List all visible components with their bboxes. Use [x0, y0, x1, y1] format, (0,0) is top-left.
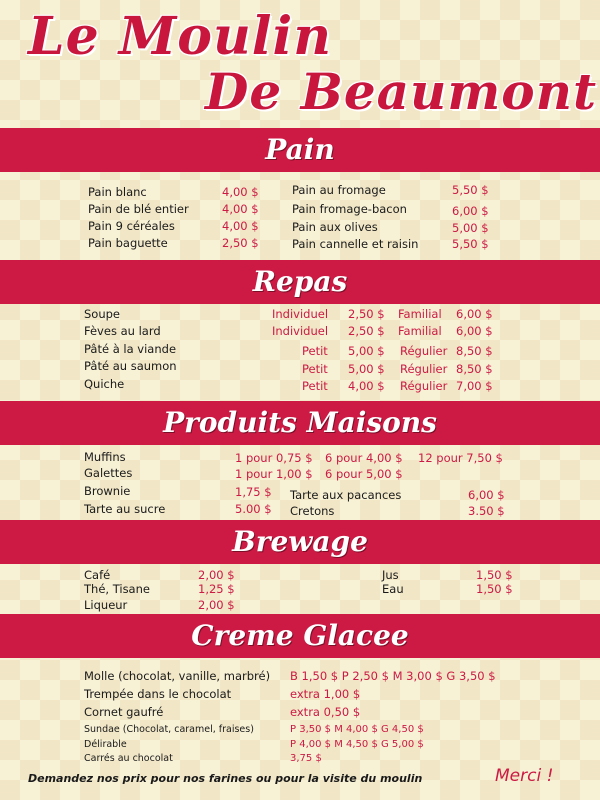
footer-note: Demandez nos prix pour nos farines ou pour la visite du moulin [28, 772, 423, 785]
menu-item: Pain au fromage [292, 183, 386, 197]
menu-price: 6 pour 4,00 $ [325, 451, 403, 465]
menu-price: 1,25 $ [198, 582, 235, 596]
menu-item: Muffins [84, 450, 126, 464]
menu-price: 2,50 $ [348, 324, 385, 338]
menu-price: 5,00 $ [348, 344, 385, 358]
menu-price: P 3,50 $ M 4,00 $ G 4,50 $ [290, 724, 424, 735]
menu-item: Liqueur [84, 598, 128, 612]
menu-item: Délirable [84, 739, 127, 750]
menu-size: Régulier [400, 362, 448, 376]
menu-price: P 4,00 $ M 4,50 $ G 5,00 $ [290, 739, 424, 750]
menu-size: Familial [398, 307, 442, 321]
menu-price: 4,00 $ [222, 185, 259, 199]
title-line-1: Le Moulin [28, 6, 333, 67]
menu-price: 3,75 $ [290, 753, 322, 764]
menu-price: 5,00 $ [452, 221, 489, 235]
menu-item: Tarte au sucre [84, 502, 166, 516]
section-band-repas [0, 260, 600, 304]
menu-price: 5,00 $ [348, 362, 385, 376]
menu-item: Thé, Tisane [84, 582, 150, 596]
menu-size: Petit [302, 344, 328, 358]
menu-price: 4,00 $ [222, 202, 259, 216]
menu-item: Pain fromage-bacon [292, 202, 407, 216]
menu-item: Jus [382, 568, 399, 582]
menu-price: 5,50 $ [452, 183, 489, 197]
menu-price: 8,50 $ [456, 344, 493, 358]
menu-price: 1 pour 0,75 $ [235, 451, 313, 465]
menu-price: extra 0,50 $ [290, 705, 361, 719]
merci-text: Merci ! [495, 766, 554, 786]
menu-item: Pain baguette [88, 236, 168, 250]
menu-item: Cornet gaufré [84, 705, 164, 719]
menu-price: 4,00 $ [348, 379, 385, 393]
menu-price: 2,50 $ [348, 307, 385, 321]
menu-price: 1,50 $ [476, 582, 513, 596]
menu-item: Trempée dans le chocolat [84, 687, 232, 701]
menu-item: Sundae (Chocolat, caramel, fraises) [84, 724, 254, 735]
menu-size: Petit [302, 362, 328, 376]
menu-item: Brownie [84, 484, 131, 498]
menu-item: Pain cannelle et raisin [292, 237, 419, 251]
section-title-pain: Pain [265, 133, 335, 166]
menu-price: 2,00 $ [198, 598, 235, 612]
menu-price: 1,50 $ [476, 568, 513, 582]
menu-price: 6,00 $ [452, 204, 489, 218]
menu-item: Pâté au saumon [84, 359, 177, 373]
section-band-pain [0, 128, 600, 172]
menu-price: 6,00 $ [468, 488, 505, 502]
menu-item: Pain blanc [88, 185, 147, 199]
menu-item: Cretons [290, 504, 335, 518]
section-title-brewage: Brewage [232, 525, 368, 558]
menu-price: 6,00 $ [456, 324, 493, 338]
menu-price: 12 pour 7,50 $ [418, 451, 503, 465]
section-title-repas: Repas [252, 265, 348, 298]
menu-price: 4,00 $ [222, 219, 259, 233]
section-band-brewage [0, 520, 600, 564]
menu-item: Café [84, 568, 111, 582]
menu-price: 2,00 $ [198, 568, 235, 582]
menu-item: Pain 9 céréales [88, 219, 175, 233]
menu-item: Fèves au lard [84, 324, 161, 338]
menu-item: Molle (chocolat, vanille, marbré) [84, 669, 271, 683]
menu-size: Individuel [272, 307, 329, 321]
section-title-produits: Produits Maisons [163, 406, 437, 439]
menu-item: Pain aux olives [292, 220, 378, 234]
menu-item: Eau [382, 582, 404, 596]
menu-item: Quiche [84, 377, 125, 391]
menu-price: 8,50 $ [456, 362, 493, 376]
menu-size: Familial [398, 324, 442, 338]
menu-item: Pain de blé entier [88, 202, 189, 216]
section-band-glace [0, 614, 600, 658]
menu-price: 1,75 $ [235, 485, 272, 499]
menu-item: Pâté à la viande [84, 342, 177, 356]
menu-price: 1 pour 1,00 $ [235, 467, 313, 481]
menu-price: B 1,50 $ P 2,50 $ M 3,00 $ G 3,50 $ [290, 669, 496, 683]
menu-size: Petit [302, 379, 328, 393]
title-line-2: De Beaumont [205, 62, 598, 121]
menu-item: Soupe [84, 307, 120, 321]
menu-price: 7,00 $ [456, 379, 493, 393]
menu-size: Régulier [400, 344, 448, 358]
menu-price: 3.50 $ [468, 504, 505, 518]
section-title-glace: Creme Glacee [191, 619, 409, 652]
menu-price: extra 1,00 $ [290, 687, 361, 701]
menu-item: Tarte aux pacances [290, 488, 402, 502]
menu-price: 6,00 $ [456, 307, 493, 321]
menu-price: 2,50 $ [222, 236, 259, 250]
section-band-produits [0, 401, 600, 445]
menu-size: Régulier [400, 379, 448, 393]
menu-price: 5,50 $ [452, 237, 489, 251]
menu-item: Galettes [84, 466, 133, 480]
menu-item: Carrés au chocolat [84, 753, 173, 764]
menu-price: 5.00 $ [235, 502, 272, 516]
menu-price: 6 pour 5,00 $ [325, 467, 403, 481]
menu-size: Individuel [272, 324, 329, 338]
